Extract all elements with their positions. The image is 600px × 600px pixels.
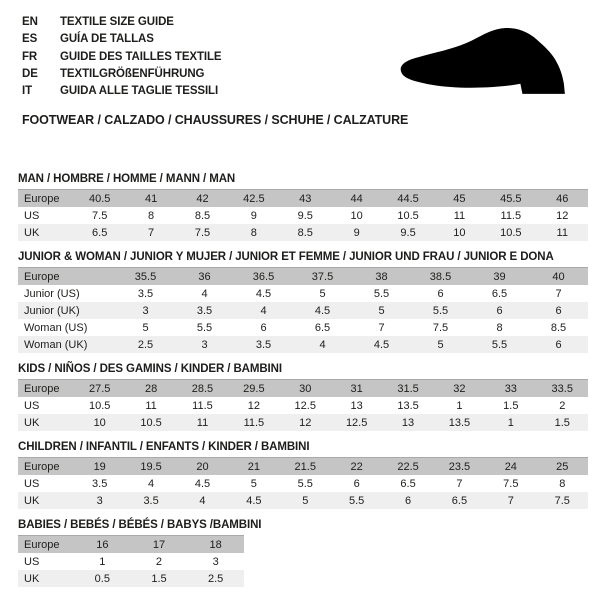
size-value: 4 (148, 477, 155, 490)
page-header (0, 0, 600, 100)
size-value: 12.5 (345, 416, 368, 429)
row-label: Europe (24, 460, 60, 473)
size-value: 33 (504, 382, 517, 395)
size-value: 6 (555, 304, 562, 317)
size-value: 4.5 (194, 477, 211, 490)
language-code: ES (22, 33, 38, 46)
row-label: UK (24, 572, 40, 585)
size-value: 8 (496, 321, 503, 334)
size-value: 10.5 (397, 209, 419, 222)
size-value: 8 (559, 477, 566, 490)
size-value: 3.5 (255, 338, 272, 351)
table-row (18, 397, 588, 414)
size-value: 2.5 (137, 338, 154, 351)
row-label: US (24, 477, 40, 490)
size-value: 6.5 (92, 226, 108, 239)
table-row (18, 319, 588, 336)
size-value: 4.5 (255, 287, 272, 300)
row-label: Europe (24, 192, 60, 205)
size-value: 22.5 (397, 460, 419, 473)
table-row (18, 492, 588, 509)
size-value: 3.5 (137, 287, 154, 300)
size-value: 8.5 (550, 321, 567, 334)
size-value: 6 (404, 494, 412, 507)
size-value: 5.5 (349, 494, 365, 507)
size-value: 10 (93, 416, 106, 429)
size-value: 12.5 (294, 399, 316, 412)
table-row (18, 207, 588, 224)
size-value: 4.5 (246, 494, 262, 507)
size-value: 5 (142, 321, 149, 334)
size-value: 3 (212, 555, 219, 568)
dress-shoe-icon (393, 22, 575, 100)
size-value: 9.5 (400, 226, 416, 239)
table-row (18, 475, 588, 492)
size-value: 19.5 (140, 460, 162, 473)
size-value: 11.5 (243, 416, 265, 429)
size-table-section (18, 519, 600, 587)
size-value: 11 (196, 416, 209, 429)
size-value: 44.5 (397, 192, 419, 205)
size-value: 4.5 (314, 304, 331, 317)
size-value: 11 (556, 226, 568, 239)
size-value: 45 (453, 192, 466, 205)
size-value: 11 (145, 399, 157, 412)
row-label: UK (24, 226, 40, 239)
size-value: 3.5 (196, 304, 213, 317)
size-value: 7 (378, 321, 385, 334)
size-value: 44 (350, 192, 363, 205)
size-value: 5.5 (373, 287, 390, 300)
table-row (18, 414, 588, 431)
size-value: 42 (196, 192, 209, 205)
table-header-row (18, 268, 588, 286)
size-value: 6.5 (400, 477, 416, 490)
size-value: 39 (493, 270, 506, 283)
row-label: Europe (24, 382, 60, 395)
size-value: 19 (93, 460, 106, 473)
language-title: GUÍA DE TALLAS (60, 33, 154, 46)
size-value: 8.5 (297, 226, 313, 239)
size-value: 11.5 (192, 399, 213, 412)
size-table (18, 535, 244, 587)
size-value: 21.5 (294, 460, 316, 473)
size-value: 3 (142, 304, 149, 317)
row-label: Europe (24, 538, 60, 551)
size-value: 6.5 (314, 321, 331, 334)
size-value: 8 (148, 209, 155, 222)
size-value: 22 (350, 460, 363, 473)
size-value: 5.5 (297, 477, 313, 490)
size-value: 12 (556, 209, 569, 222)
size-value: 13.5 (397, 399, 419, 412)
size-table (18, 189, 588, 241)
size-value: 12 (299, 416, 312, 429)
size-table (18, 379, 588, 431)
size-value: 6 (496, 304, 503, 317)
size-value: 1.5 (503, 399, 519, 412)
size-value: 33.5 (551, 382, 573, 395)
size-table-section (18, 173, 600, 241)
size-value: 28.5 (191, 382, 214, 395)
size-value: 1 (507, 416, 514, 429)
size-value: 30 (299, 382, 312, 395)
size-value: 13.5 (448, 416, 471, 429)
table-header-row (18, 536, 244, 554)
size-value: 5 (319, 287, 326, 300)
size-value: 7.5 (503, 477, 519, 490)
row-label: UK (24, 494, 40, 507)
size-value: 6.5 (491, 287, 508, 300)
table-row (18, 570, 244, 587)
size-value: 7.5 (92, 209, 108, 222)
row-label: US (24, 555, 40, 568)
size-value: 7.5 (194, 226, 211, 239)
table-row (18, 336, 588, 353)
size-value: 7 (148, 226, 155, 239)
size-value: 43 (299, 192, 312, 205)
size-value: 9 (353, 226, 360, 239)
size-value: 36.5 (252, 270, 275, 283)
size-value: 6.5 (451, 494, 468, 507)
size-value: 5.5 (196, 321, 213, 334)
category-heading: FOOTWEAR / CALZADO / CHAUSSURES / SCHUHE / CALZATURE (22, 113, 409, 128)
size-value: 18 (209, 538, 222, 551)
size-value: 12 (247, 399, 260, 412)
size-value: 5.5 (432, 304, 449, 317)
size-value: 2.5 (208, 572, 224, 585)
table-header-row (18, 190, 588, 208)
size-value: 5.5 (491, 338, 508, 351)
size-value: 4 (201, 287, 208, 300)
size-value: 45.5 (500, 192, 522, 205)
size-value: 1 (99, 555, 106, 568)
size-value: 3.5 (92, 477, 108, 490)
size-value: 16 (96, 538, 109, 551)
size-value: 41 (144, 192, 158, 205)
size-value: 9.5 (297, 209, 313, 222)
size-table (18, 267, 588, 353)
size-value: 3 (201, 338, 208, 351)
size-value: 27.5 (88, 382, 111, 395)
size-value: 13 (401, 416, 415, 429)
size-value: 10.5 (140, 416, 162, 429)
size-value: 4 (199, 494, 206, 507)
size-value: 1.5 (554, 416, 570, 429)
size-value: 1.5 (151, 572, 167, 585)
size-value: 5 (250, 477, 257, 490)
size-value: 4 (260, 304, 267, 317)
row-label: Woman (UK) (24, 338, 88, 351)
table-title: BABIES / BEBÉS / BÉBÉS / BABYS /BAMBINI (18, 519, 262, 532)
size-value: 7 (507, 494, 514, 507)
size-value: 38 (375, 270, 388, 283)
size-value: 2 (559, 399, 566, 412)
size-table-section (18, 441, 600, 509)
size-value: 10.5 (500, 226, 522, 239)
size-table-section (18, 363, 600, 431)
size-value: 40 (552, 270, 565, 283)
size-value: 0.5 (94, 572, 110, 585)
size-value: 42.5 (243, 192, 265, 205)
size-value: 7 (456, 477, 463, 490)
row-label: Europe (24, 270, 60, 283)
size-value: 28 (144, 382, 158, 395)
size-value: 7.5 (554, 494, 570, 507)
size-value: 2 (155, 555, 163, 568)
size-value: 4 (319, 338, 326, 351)
table-row (18, 302, 588, 319)
size-value: 5 (437, 338, 444, 351)
size-value: 31.5 (397, 382, 419, 395)
size-value: 36 (198, 270, 211, 283)
size-table-section (18, 251, 600, 353)
size-value: 5 (302, 494, 309, 507)
size-value: 1 (456, 399, 463, 412)
size-value: 31 (350, 382, 363, 395)
language-title: TEXTILGRÖßENFÜHRUNG (60, 67, 205, 80)
size-value: 37.5 (311, 270, 334, 283)
size-value: 7 (555, 287, 562, 300)
size-value: 3.5 (143, 494, 159, 507)
size-value: 6 (353, 477, 360, 490)
size-value: 40.5 (88, 192, 111, 205)
size-value: 4.5 (373, 338, 390, 351)
size-value: 9 (250, 209, 257, 222)
size-value: 8.5 (194, 209, 211, 222)
table-row (18, 553, 244, 570)
size-value: 38.5 (429, 270, 452, 283)
table-title: CHILDREN / INFANTIL / ENFANTS / KINDER / BAMBINI (18, 441, 310, 454)
size-value: 6 (555, 338, 562, 351)
language-title: GUIDE DES TAILLES TEXTILE (60, 50, 222, 63)
table-header-row (18, 458, 588, 476)
language-title: GUIDA ALLE TAGLIE TESSILI (60, 85, 219, 98)
language-code: DE (22, 67, 38, 80)
table-title: KIDS / NIÑOS / DES GAMINS / KINDER / BAMBINI (18, 363, 282, 376)
size-value: 10.5 (88, 399, 111, 412)
language-title: TEXTILE SIZE GUIDE (60, 16, 174, 28)
size-value: 21 (247, 460, 260, 473)
size-value: 8 (250, 226, 257, 239)
size-value: 13 (350, 399, 363, 412)
row-label: Woman (US) (24, 321, 88, 334)
row-label: Junior (US) (24, 287, 80, 300)
size-value: 46 (556, 192, 569, 205)
dress-shoe-path (401, 28, 565, 94)
size-value: 11.5 (500, 209, 522, 222)
size-value: 6 (260, 321, 267, 334)
table-title: MAN / HOMBRE / HOMME / MANN / MAN (18, 173, 236, 186)
size-value: 10 (453, 226, 466, 239)
size-value: 20 (196, 460, 209, 473)
table-header-row (18, 380, 588, 398)
size-value: 5 (378, 304, 385, 317)
row-label: UK (24, 416, 40, 429)
table-title: JUNIOR & WOMAN / JUNIOR Y MUJER / JUNIOR ET FEMME / JUNIOR UND FRAU / JUNIOR E DONA (18, 251, 554, 264)
size-tables (18, 173, 600, 587)
row-label: US (24, 209, 40, 222)
size-value: 23.5 (448, 460, 471, 473)
size-table (18, 457, 588, 509)
size-value: 11 (453, 209, 466, 222)
table-row (18, 285, 588, 302)
size-value: 29.5 (243, 382, 265, 395)
size-value: 7.5 (432, 321, 449, 334)
row-label: US (24, 399, 40, 412)
size-value: 25 (556, 460, 569, 473)
size-value: 35.5 (134, 270, 157, 283)
size-value: 10 (350, 209, 363, 222)
size-value: 6 (437, 287, 444, 300)
size-value: 17 (152, 538, 166, 551)
row-label: Junior (UK) (24, 304, 80, 317)
size-value: 32 (453, 382, 466, 395)
language-code: FR (22, 50, 38, 63)
language-code: EN (22, 16, 38, 28)
size-value: 3 (96, 494, 103, 507)
language-code: IT (22, 85, 33, 98)
table-row (18, 224, 588, 241)
size-value: 24 (504, 460, 517, 473)
